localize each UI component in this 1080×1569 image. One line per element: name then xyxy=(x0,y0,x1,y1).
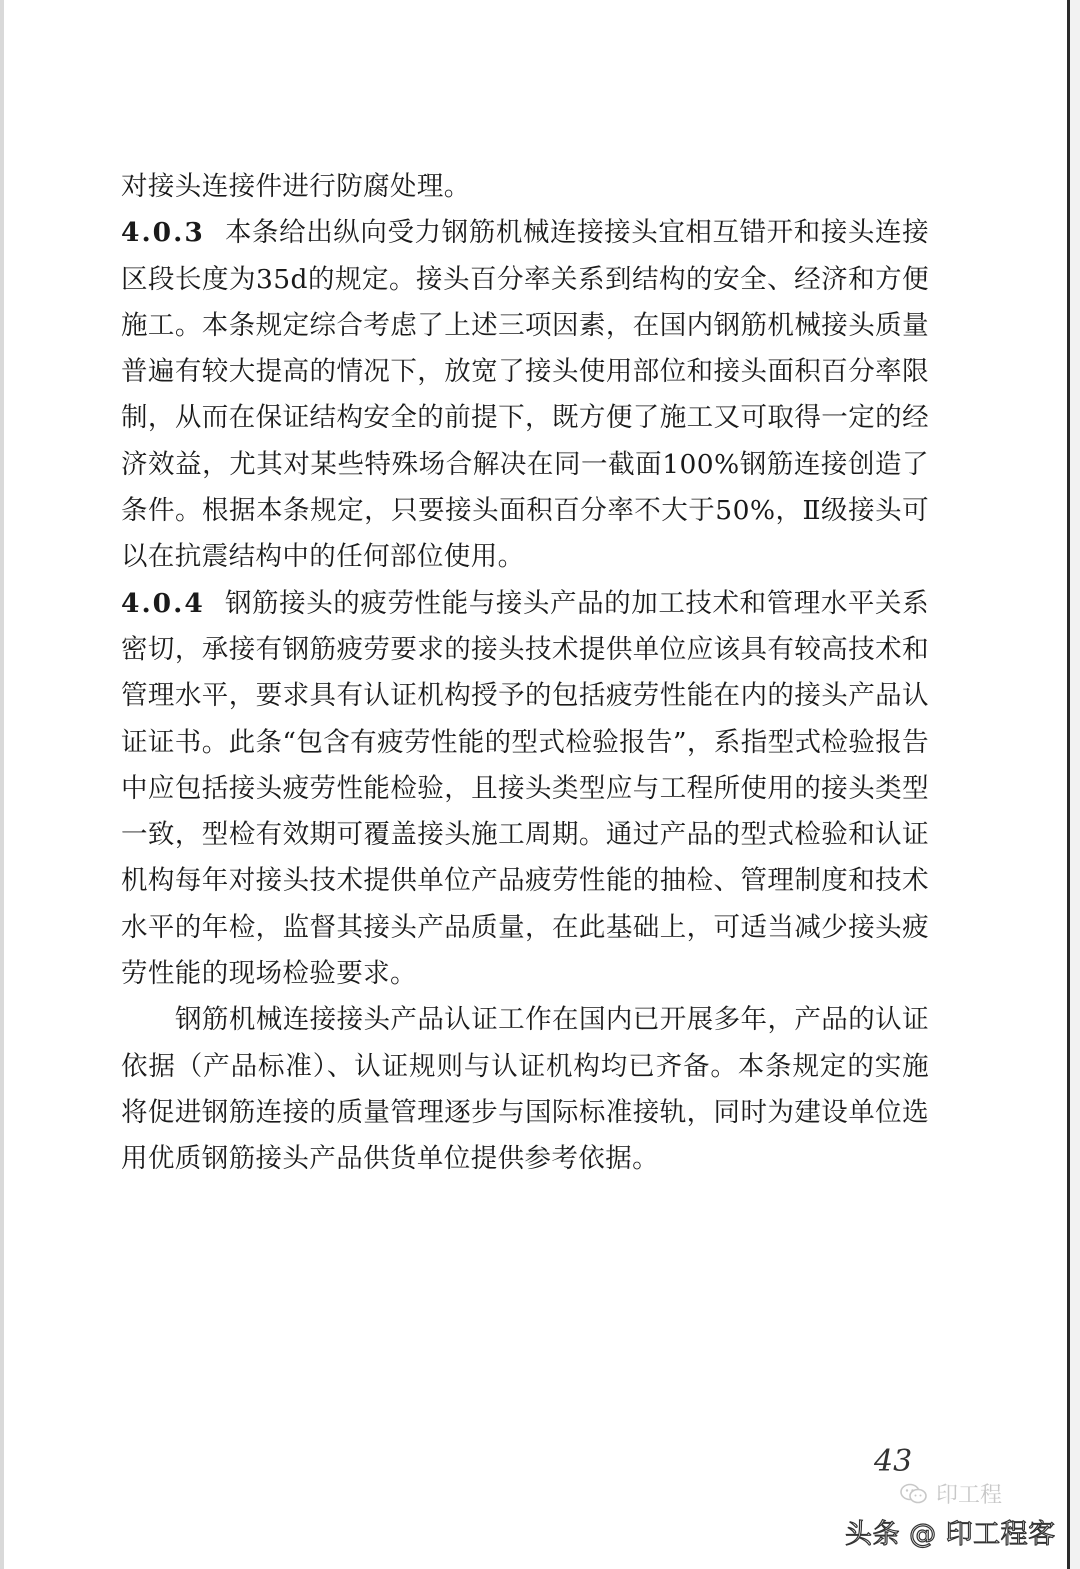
watermark-main: 头条 @ 印工程客 xyxy=(845,1519,1056,1550)
section-text: 本条给出纵向受力钢筋机械连接接头宜相互错开和接头连接区段长度为35d的规定。接头百分率关系到结构的安全、经济和方便施工。本条规定综合考虑了上述三项因素，在国内钢筋机械接头质量普遍有较大提高的情况下，放宽了接头使用部位和接头面积百分率限制，从而在保证结构安全的前提下，既方便了施工又可取得一定的经济效益，尤其对某些特殊场合解决在同一截面100%钢筋连接创造了条件。根据本条规定，只要接头面积百分率不大于50%，Ⅱ级接头可以在抗震结构中的任何部位使用。 xyxy=(121,217,929,573)
document-body xyxy=(121,164,929,1183)
section-text: 钢筋接头的疲劳性能与接头产品的加工技术和管理水平关系密切，承接有钢筋疲劳要求的接头技术提供单位应该具有较高技术和管理水平，要求具有认证机构授予的包括疲劳性能在内的接头产品认证证书。此条“包含有疲劳性能的型式检验报告”，系指型式检验报告中应包括接头疲劳性能检验，且接头类型应与工程所使用的接头类型一致，型检有效期可覆盖接头施工周期。通过产品的型式检验和认证机构每年对接头技术提供单位产品疲劳性能的抽检、管理制度和技术水平的年检，监督其接头产品质量，在此基础上，可适当减少接头疲劳性能的现场检验要求。 xyxy=(121,587,929,990)
paragraph-certification xyxy=(121,997,929,1182)
section-number: 4.0.3 xyxy=(121,217,205,249)
paragraph-continuation xyxy=(121,164,929,210)
section-number: 4.0.4 xyxy=(121,587,205,619)
page-edge-left xyxy=(0,0,4,1569)
watermark-faint-text: 印工程 xyxy=(936,1483,1003,1508)
continuation-text: 对接头连接件进行防腐处理。 xyxy=(121,171,471,202)
paragraph-text: 钢筋机械连接接头产品认证工作在国内已开展多年，产品的认证依据（产品标准）、认证规则与认证机构均已齐备。本条规定的实施将促进钢筋连接的质量管理逐步与国际标准接轨，同时为建设单位选用优质钢筋接头产品供货单位提供参考依据。 xyxy=(121,1004,929,1175)
section-4-0-3 xyxy=(121,210,929,580)
watermark-faint xyxy=(900,1478,1002,1509)
page-edge-right xyxy=(1067,0,1070,1569)
page-margin-right xyxy=(1070,0,1080,1569)
page-number: 43 xyxy=(874,1444,913,1479)
section-4-0-4 xyxy=(121,581,929,998)
wechat-icon xyxy=(900,1483,928,1505)
